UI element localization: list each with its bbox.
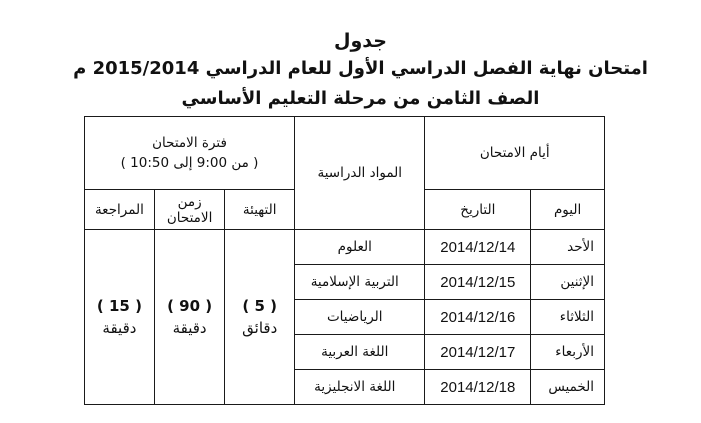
review-unit: دقيقة: [102, 319, 137, 337]
row-date: 2014/12/18: [425, 370, 531, 405]
row-date: 2014/12/15: [425, 265, 531, 300]
prep-cell: [225, 230, 295, 405]
duration-cell: [154, 230, 225, 405]
row-subject: التربية الإسلامية: [295, 265, 425, 300]
review-value: ( 15 ): [96, 297, 142, 315]
row-day: الأربعاء: [531, 335, 605, 370]
duration-value: ( 90 ): [167, 297, 213, 315]
review-column-header: المراجعة: [85, 190, 155, 230]
grade-title: الصف الثامن من مرحلة التعليم الأساسي: [181, 88, 540, 109]
row-day: الثلاثاء: [531, 300, 605, 335]
exam-period-header: [85, 117, 295, 190]
table-row: [85, 230, 605, 265]
row-date: 2014/12/16: [425, 300, 531, 335]
prep-column-header: التهيئة: [225, 190, 295, 230]
row-subject: اللغة العربية: [295, 335, 425, 370]
period-title: فترة الامتحان: [152, 135, 227, 151]
review-cell: [85, 230, 155, 405]
prep-unit: دقائق: [242, 319, 278, 337]
prep-value: ( 5 ): [242, 297, 277, 315]
row-subject: الرياضيات: [295, 300, 425, 335]
subjects-header: المواد الدراسية: [295, 117, 425, 230]
row-subject: اللغة الانجليزية: [295, 370, 425, 405]
period-range: ( من 9:00 إلى 10:50 ): [120, 155, 259, 171]
exam-days-header: أيام الامتحان: [425, 117, 605, 190]
row-day: الإثنين: [531, 265, 605, 300]
duration-unit: دقيقة: [172, 319, 207, 337]
exam-title: امتحان نهاية الفصل الدراسي الأول للعام الدراسي 2015/2014 م: [73, 58, 648, 79]
date-column-header: التاريخ: [425, 190, 531, 230]
document-title: جدول: [334, 30, 387, 52]
exam-schedule-table: [84, 116, 605, 405]
duration-column-header: زمن الامتحان: [154, 190, 225, 230]
row-date: 2014/12/14: [425, 230, 531, 265]
row-date: 2014/12/17: [425, 335, 531, 370]
day-column-header: اليوم: [531, 190, 605, 230]
row-day: الأحد: [531, 230, 605, 265]
row-day: الخميس: [531, 370, 605, 405]
row-subject: العلوم: [295, 230, 425, 265]
